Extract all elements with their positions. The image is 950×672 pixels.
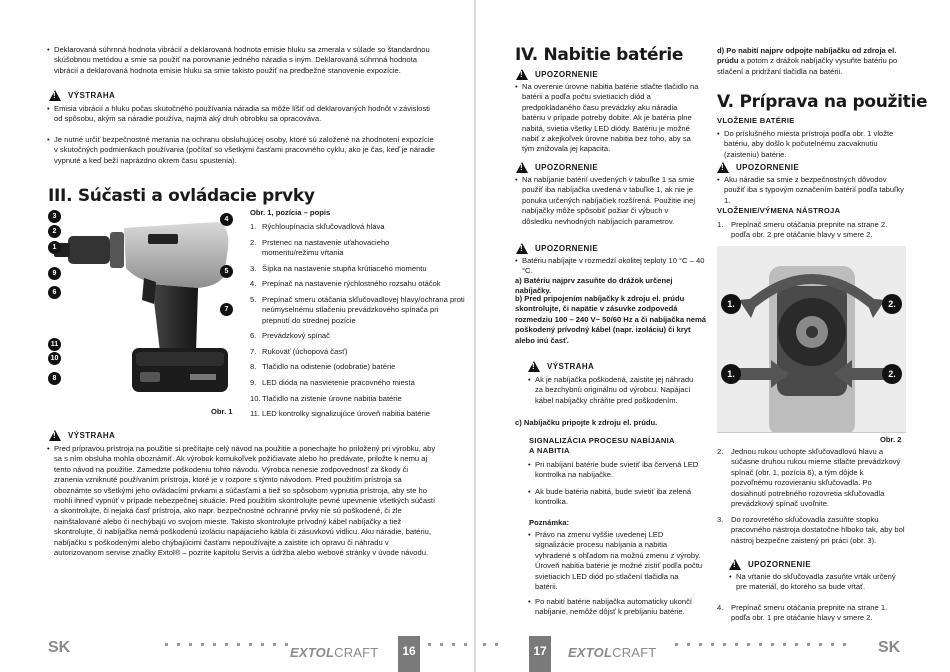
- battery-insert-bullet: • Do príslušného miesta prístroja podľa obr. 1 vložte batériu, aby došlo k počutelnému zacvaknutiu (zaisteniu) batérie.: [724, 129, 906, 160]
- tool-step: 3. Do rozovretého skľučovadla zasuňte stopku pracovného nástroja dostatočne hlboko tak, aby bol nástroj bezpečne zaistený pri práci (obr. 3).: [717, 515, 905, 545]
- tool-step: 2. Jednou rukou uchopte skľučovadlovú hlavu a súčasne druhou rukou mierne stlačte prevádzkový spínač (obr. 1, pozícia 6), a tým dôjde k pozvoľnému rozovieraniu skľučovadla. Po dosiahnutí potrebného rozovretia skľučovadla prevádzkový spínač uvoľnite.: [717, 447, 901, 509]
- intro-bullet: • Deklarovaná súhrnná hodnota vibrácií a deklarovaná hodnota emisie hluku sa zmerala v súlade so štandardnou skúšobnou metódou a smie sa použiť na porovnanie jedného náradia s iným. Deklarovaná súhrnná hodnota vibrácií a deklarovaná hodnota emisie hluku sa smie takisto použiť na predbežné stanovenie expozície.: [54, 45, 436, 76]
- parts-list-item: 11. LED kontrolky signalizujúce úroveň nabitia batérie: [250, 409, 431, 419]
- callout-marker: 3: [48, 210, 61, 223]
- parts-list-item: 8. Tlačidlo na odistenie (odobratie) batérie: [250, 362, 396, 372]
- parts-list-item: 5. Prepínač smeru otáčania skľučovadlovej hlavy/ochrana proti neúmyselnému stlačeniu prevádzkového spínača pri prepnutí do strednej pozície: [250, 294, 465, 325]
- figure-caption-title: Obr. 1, pozícia – popis: [250, 208, 331, 217]
- parts-list-item: 7. Rukoväť (úchopová časť): [250, 346, 348, 356]
- warning-heading: ! VÝSTRAHA: [49, 430, 115, 441]
- warning-triangle-icon: [528, 361, 540, 372]
- callout-marker: 2: [48, 225, 61, 238]
- figure-2-image: [717, 246, 906, 433]
- drill-illustration: [48, 212, 243, 412]
- caution-heading: ! UPOZORNENIE: [516, 243, 598, 254]
- warning-bullet: • Emisia vibrácií a hluku počas skutočného používania náradia sa môže líšiť od deklarovaných hodnôt v závislosti od spôsobu, akým sa náradie používa, najmä aký druh obrobku sa opracováva.: [54, 104, 436, 125]
- parts-list-item: 3. Šípka na nastavenie stupňa krútiaceho momentu: [250, 263, 427, 273]
- warning-heading: ! VÝSTRAHA: [49, 90, 115, 101]
- tool-step: 1. Prepínač smeru otáčania prepnite na strane 2. podľa obr. 2 pre otáčanie hlavy v smere 2.: [717, 220, 888, 240]
- brand-logo: EXTOLCRAFT: [290, 645, 379, 660]
- caution-heading: ! UPOZORNENIE: [717, 162, 799, 173]
- note-label: Poznámka:: [529, 518, 570, 527]
- caution-bullet: • Aku náradie sa smie z bezpečnostných dôvodov použiť iba s typovým označením batérií podľa tabuľky 1.: [724, 175, 906, 206]
- figure-label: Obr. 2: [880, 435, 902, 444]
- callout-marker: 11: [48, 338, 61, 351]
- footer-dots: [165, 643, 288, 646]
- caution-heading: ! UPOZORNENIE: [729, 559, 811, 570]
- callout-marker: 7: [220, 303, 233, 316]
- signal-bullet: • Ak bude batéria nabitá, bude svietiť iba zelená kontrolka.: [535, 487, 703, 508]
- caution-heading: ! UPOZORNENIE: [516, 162, 598, 173]
- callout-marker: 6: [48, 286, 61, 299]
- parts-list-item: 1. Rýchloupínacia skľučovadlová hlava: [250, 222, 385, 231]
- chuck-rotation-illustration: [717, 246, 906, 432]
- section-title: IV. Nabitie batérie: [515, 45, 684, 65]
- footer-language: SK: [878, 639, 901, 656]
- step-c: c) Nabíjačku pripojte k zdroju el. prúdu.: [515, 418, 658, 427]
- section-title: III. Súčasti a ovládacie prvky: [48, 186, 315, 206]
- warning-bullet: • Je nutné určiť bezpečnostné merania na ochranu obsluhujúcej osoby, ktoré sú založené na zhodnotení expozície v skutočných podmienkach používania (počítať so všetkými časťami pracovného cyklu, ako je čas, keď je náradie vypnuté a keď beží naprázdno okrem času spustenia).: [54, 135, 436, 166]
- warning-triangle-icon: [717, 162, 729, 173]
- direction-marker: 2.: [882, 294, 902, 314]
- page-number: 17: [529, 636, 551, 672]
- direction-marker: 2.: [882, 364, 902, 384]
- direction-marker: 1.: [721, 294, 741, 314]
- caution-bullet: • Na vŕtanie do skľučovadla zasuňte vrták určený pre materiál, do ktorého sa bude vŕtať.: [736, 572, 906, 593]
- callout-marker: 5: [220, 265, 233, 278]
- parts-list-item: 9. LED dióda na nasvietenie pracovného miesta: [250, 377, 415, 387]
- warning-triangle-icon: [49, 90, 61, 101]
- parts-list-item: 10. Tlačidlo na zistenie úrovne nabitia batérie: [250, 393, 402, 403]
- callout-marker: 8: [48, 372, 61, 385]
- callout-marker: 1: [48, 241, 61, 254]
- section-title: V. Príprava na použitie: [717, 92, 928, 112]
- subheading: VLOŽENIE BATÉRIE: [717, 116, 795, 125]
- warning-triangle-icon: [516, 69, 528, 80]
- parts-list-item: 6. Prevádzkový spínač: [250, 331, 330, 341]
- signal-title: SIGNALIZÁCIA PROCESU NABÍJANIA A NABITIA: [529, 436, 675, 456]
- brand-logo: EXTOLCRAFT: [568, 645, 657, 660]
- note-bullet: • Právo na zmenu vyššie uvedenej LED signalizácie procesu nabíjania a nabitia vyhradené s ohľadom na možnú zmenu z výroby. Úroveň nabitia batérie je možné zistiť podľa počtu svietiacich LED diód po stlačení tlačidla na batérii.: [535, 530, 703, 592]
- footer-dots: [675, 643, 846, 646]
- footer-dots: [428, 643, 467, 646]
- warning-triangle-icon: [729, 559, 741, 570]
- warning-bullet: • Pred prípravou prístroja na použitie si prečítajte celý návod na použitie a ponechajte ho priložený pri výrobku, aby sa s ním obsluha mohla oboznámiť. Ak výrobok komukoľvek požičiavate alebo ho predávate, priložte k nemu aj tento návod na použitie. Zamedzte poškodeniu tohto návodu. Výrobca nenesie zodpovednosť za škody či zranenia vzniknuté používaním prístroja, ktoré je v rozpore s týmto návodom. Pred použitím prístroja sa oboznámte so všetkými jeho ovládacími prvkami a súčasťami a tiež so spôsobom vypnutia prístroja, aby ste ho mohli ihneď vypnúť v prípade nebezpečnej situácie. Pred použitím skontrolujte pevné upevnenie všetkých súčastí a skontrolujte, či nejaká časť prístroja, ako napr. bezpečnostné ochranné prvky nie sú poškodené, či zle nainštalované alebo či nechýbajú vo svojom mieste. Takisto skontrolujte prívodný kábel nabíjačky a tiež skontrolujte, či nabíjačka nemá poškodenú izoláciu napájacieho kábla či zásuvkovú vidlicu. Aku náradie, batériu, nabíjačku s poškodenými alebo chýbajúcimi časťami nepoužívajte a zaistite ich opravu či náhradu v autorizovanom servise značky Extol® – pozrite kapitolu Servis a údržba alebo webové stránky v úvode návodu.: [54, 444, 437, 558]
- callout-marker: 4: [220, 213, 233, 226]
- parts-list-item: 2. Prstenec na nastavenie uťahovacieho momentu/režimu vŕtania: [250, 237, 390, 257]
- direction-marker: 1.: [721, 364, 741, 384]
- warning-triangle-icon: [516, 243, 528, 254]
- step-d: d) Po nabití najprv odpojte nabíjačku od zdroja el. prúdu a potom z drážok nabíjačky vysuňte batériu po stlačení a pridržaní tlačidla na batérii.: [717, 46, 898, 76]
- signal-bullet: • Pri nabíjaní batérie bude svietiť iba červená LED kontrolka na nabíjačke.: [535, 460, 703, 481]
- parts-list-item: 4. Prepínač na nastavenie rýchlostného rozsahu otáčok: [250, 279, 441, 289]
- callout-marker: 9: [48, 267, 61, 280]
- right-page: [475, 0, 950, 672]
- subheading: VLOŽENIE/VÝMENA NÁSTROJA: [717, 206, 841, 215]
- note-bullet: • Po nabití batérie nabíjačka automaticky ukončí nabíjanie, nemôže dôjsť k prebíjaniu batérie.: [535, 597, 703, 618]
- callout-marker: 10: [48, 352, 61, 365]
- footer-dots: [483, 643, 498, 646]
- warning-bullet: • Ak je nabíjačka poškodená, zaistite jej náhradu za bezchybnú originálnu od výrobcu. Napájací kábel nabíjačky chráňte pred poškodením.: [535, 375, 703, 406]
- footer-language: SK: [48, 639, 71, 656]
- parts-list: [250, 222, 465, 425]
- figure-label: Obr. 1: [211, 407, 233, 416]
- caution-bullet: • Na nabíjanie batérií uvedených v tabuľke 1 sa smie použiť iba nabíjačka uvedená v tabuľke 1, ak nie je ponuka určených nabíjačiek rozšírená. Použitie inej nabíjačky môže spôsobiť požiar či výbuch v dôsledku nevhodných nabíjacích parametrov.: [522, 175, 700, 227]
- step-b: b) Pred pripojením nabíjačky k zdroju el. prúdu skontrolujte, či napätie v zásuvke zodpovedá rozmedziu 100 – 240 V~ 50/60 Hz a či nabíjačka nemá poškodený prívodný kábel (napr. izoláciu) či kryt alebo inú časť.: [515, 294, 707, 345]
- warning-triangle-icon: [49, 430, 61, 441]
- caution-heading: ! UPOZORNENIE: [516, 69, 598, 80]
- page-number: 16: [398, 636, 420, 672]
- warning-heading: ! VÝSTRAHA: [528, 361, 594, 372]
- tool-step: 4. Prepínač smeru otáčania prepnite na strane 1. podľa obr. 1 pre otáčanie hlavy v smere 2.: [717, 603, 888, 623]
- step-a: a) Batériu najprv zasuňte do drážok určenej nabíjačky.: [515, 276, 673, 296]
- caution-bullet: • Batériu nabíjajte v rozmedzí okolitej teploty 10 °C – 40 °C.: [522, 256, 712, 277]
- warning-triangle-icon: [516, 162, 528, 173]
- caution-bullet: • Na overenie úrovne nabitia batérie stlačte tlačidlo na batérii a podľa počtu svietiacich diód a predpokladaného času prevádzky aku náradia batériu v prípade potreby dobite. Ak je batéria plne nabitá, svietia všetky LED diódy. Batériu je možné nabiť z akejkoľvek úrovne nabitia bez toho, aby sa tým znižovala jej kapacita.: [522, 82, 700, 155]
